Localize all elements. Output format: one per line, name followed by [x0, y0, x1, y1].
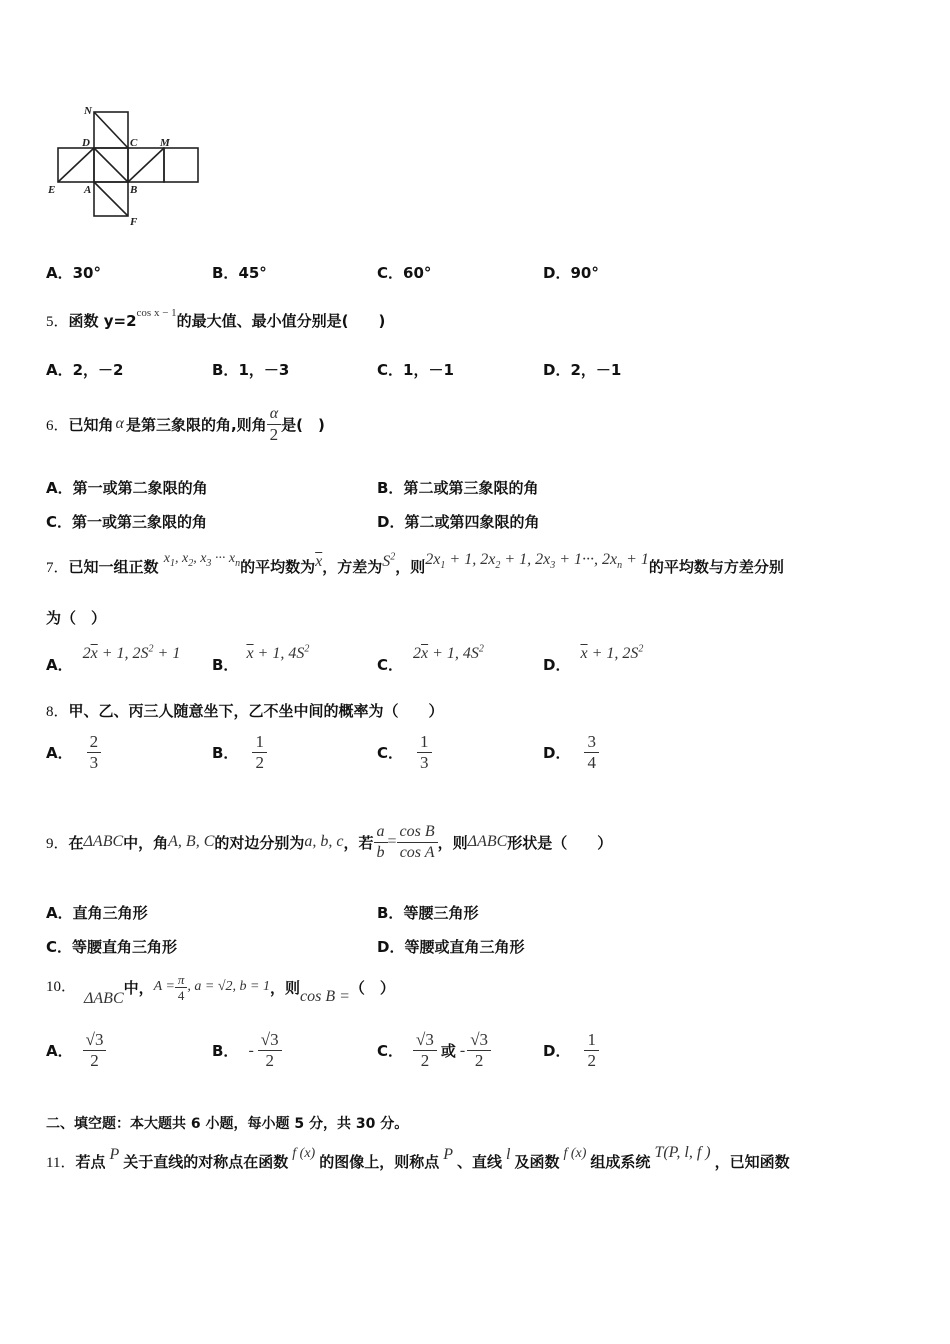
cube-net-figure	[44, 104, 204, 228]
q7-stem: 7．已知一组正数 $x_1$, $x_2$, $x_3$ ··· $x_n$的平均数为$\overline{x}$，方差为$S^2$，则$2x_1 + 1$, $2x_2 + 1$, $2x_3 + 1\cdot\cdot\cdot$, $2x_n + 1$的平均数与方差分别	[46, 551, 784, 576]
q5-option-c[interactable]: C．1，－1	[377, 361, 454, 379]
label-b: B	[130, 184, 138, 196]
q8-option-c[interactable]: C． $\frac{1}{3}$	[377, 732, 432, 773]
q8-stem: 8．甲、乙、丙三人随意坐下，乙不坐中间的概率为（ ）	[46, 702, 444, 720]
q10-option-c[interactable]: C． $\frac{√3}{2}$ 或 - $\frac{√3}{2}$	[377, 1030, 491, 1071]
q7-option-b[interactable]: B．$\overline{x} + 1$, $4S^2$	[212, 643, 310, 674]
q10-option-d[interactable]: D． $\frac{1}{2}$	[543, 1030, 599, 1071]
q4-option-d[interactable]: D．90°	[543, 264, 599, 282]
label-m: M	[160, 137, 170, 149]
q7-option-a[interactable]: A．$2\overline{x} + 1$, $2S^2 + 1$	[46, 643, 181, 674]
q6-option-c[interactable]: C．第一或第三象限的角	[46, 513, 208, 531]
q6-option-a[interactable]: A．第一或第二象限的角	[46, 479, 208, 497]
q8-option-d[interactable]: D． $\frac{3}{4}$	[543, 732, 599, 773]
q5-option-b[interactable]: B．1，－3	[212, 361, 290, 379]
q4-option-c[interactable]: C．60°	[377, 264, 432, 282]
q5-option-d[interactable]: D．2，－1	[543, 361, 622, 379]
q10-option-b[interactable]: B． - $\frac{√3}{2}$	[212, 1030, 282, 1071]
label-d: D	[82, 137, 90, 149]
q5-exponent: cos x − 1	[136, 307, 177, 319]
q7-sample-list: $x_1$, $x_2$, $x_3$ ··· $x_n$	[163, 551, 241, 569]
q9-option-d[interactable]: D．等腰或直角三角形	[377, 938, 525, 956]
q9-option-c[interactable]: C．等腰直角三角形	[46, 938, 178, 956]
q5-stem: 5．函数 $y=2^{cos x - 1}$的最大值、最小值分别是( )	[46, 307, 386, 330]
q8-option-a[interactable]: A． $\frac{2}{3}$	[46, 732, 101, 773]
q7-option-c[interactable]: C．$2\overline{x} + 1$, $4S^2$	[377, 643, 484, 674]
label-c: C	[130, 137, 138, 149]
label-n: N	[84, 105, 92, 117]
q7-option-d[interactable]: D．$\overline{x} + 1$, $2S^2$	[543, 643, 644, 674]
q6-fraction: $\frac{\alpha}{2}$	[267, 404, 282, 445]
section-header-fill-in: 二、填空题：本大题共 6 小题，每小题 5 分，共 30 分。	[46, 1116, 409, 1132]
q6-option-b[interactable]: B．第二或第三象限的角	[377, 479, 539, 497]
q6-option-d[interactable]: D．第二或第四象限的角	[377, 513, 540, 531]
q4-option-a[interactable]: A．30°	[46, 264, 101, 282]
q6-stem: 6． 已知角 α 是第三象限的角,则角 $\frac{\alpha}{2}$ 是( )	[46, 404, 325, 444]
q8-option-b[interactable]: B． $\frac{1}{2}$	[212, 732, 267, 773]
q11-stem: 11．若点 P 关于直线的对称点在函数 f (x) 的图像上，则称点 P 、直线 l 及函数 f (x) 组成系统T(P, l, f )，已知函数	[46, 1144, 790, 1171]
q7-stem-continued: 为（ ）	[46, 609, 107, 627]
q7-transformed-list: $2x_1 + 1$, $2x_2 + 1$, $2x_3 + 1\cdot\cdot\cdot$, $2x_n + 1$	[425, 551, 649, 572]
q9-stem: 9． 在 ΔABC 中，角 A, B, C 的对边分别为 a, b, c ，若 $\frac{a}{b}$ = $\frac{\text{cos B}}{\text{cos A}}$ ，则 ΔABC 形状是（ ）	[46, 822, 613, 861]
q4-option-b[interactable]: B．45°	[212, 264, 267, 282]
q10-stem: 10． ΔABC 中， A = $\frac{\pi}{4}$ , a = √2, b = 1 ，则 cos B = （ ）	[46, 971, 395, 1007]
q10-option-a[interactable]: A． $\frac{√3}{2}$	[46, 1030, 106, 1071]
label-e: E	[48, 184, 56, 196]
q9-option-a[interactable]: A．直角三角形	[46, 904, 148, 922]
q9-option-b[interactable]: B．等腰三角形	[377, 904, 479, 922]
q5-option-a[interactable]: A．2，－2	[46, 361, 124, 379]
label-f: F	[130, 216, 138, 228]
label-a: A	[84, 184, 92, 196]
q7-variance: $S^2$	[382, 551, 396, 570]
